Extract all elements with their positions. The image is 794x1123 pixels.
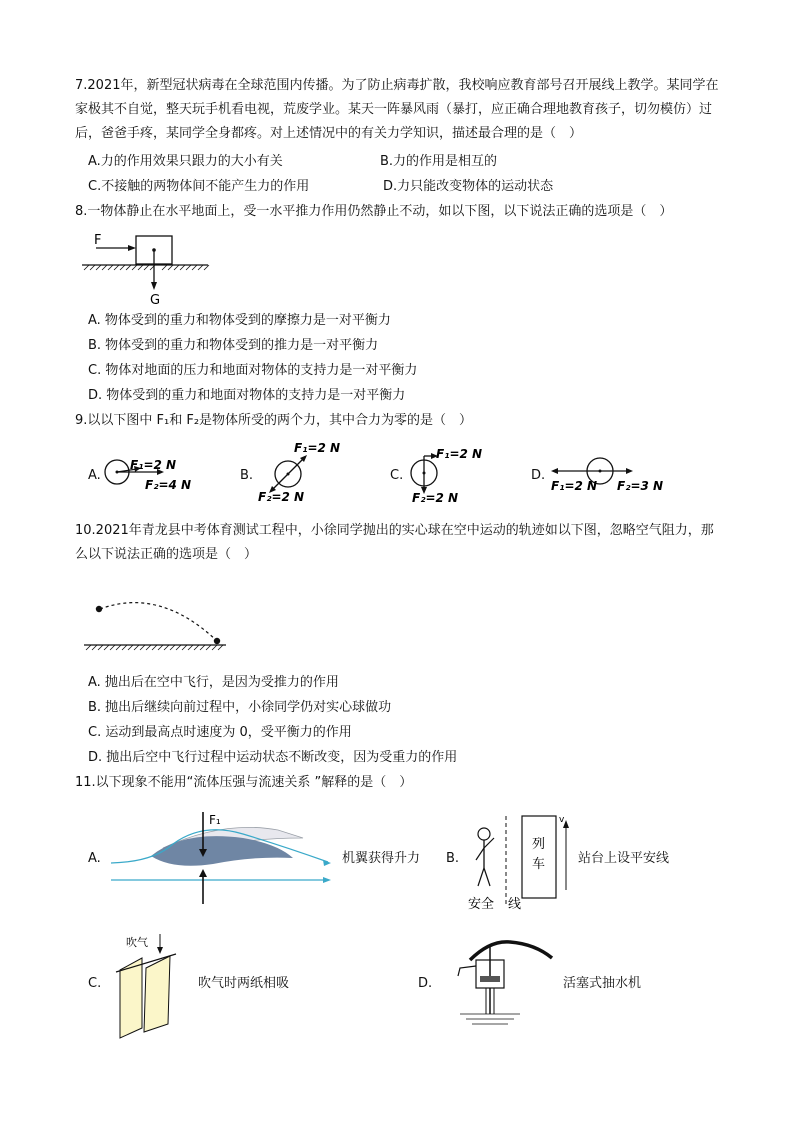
pump-handle xyxy=(470,942,552,960)
ball-start xyxy=(96,606,102,612)
person-head xyxy=(478,828,490,840)
safety-label-1: 安全 xyxy=(468,897,495,912)
q11-choice-b-letter: B. xyxy=(446,851,460,866)
question-7-stem: 7.2021年，新型冠状病毒在全球范围内传播。为了防止病毒扩散，我校响应教育部号召开展线上教学。某同学在家极其不自觉，整天玩手机看电视，荒废学业。某天一阵暴风雨（暴打，应正确合理地教育孩子，切勿模仿）过后，爸爸手疼，某同学全身都疼。对上述情况中的有关力学知识，描述最合理的是（ ） xyxy=(75,78,719,141)
q11-figure-a-wing xyxy=(103,808,338,908)
paper-right xyxy=(144,956,170,1032)
q9-b-f2-label: F₂=2 N xyxy=(258,490,305,504)
wing-force-label: F₁ xyxy=(209,813,221,827)
wing-shape xyxy=(151,836,293,866)
q9-figure-b xyxy=(252,440,342,505)
q11-figure-d-pump xyxy=(450,932,560,1032)
trajectory xyxy=(100,603,217,641)
q10-figure xyxy=(80,595,230,655)
q11-figure-b-train xyxy=(462,810,577,915)
q11-caption-c: 吹气时两纸相吸 xyxy=(198,976,290,991)
question-10-stem: 10.2021年青龙县中考体育测试工程中，小徐同学抛出的实心球在空中运动的轨迹如以下图，忽略空气阻力，那么以下说法正确的选项是（ ） xyxy=(75,523,714,562)
spout xyxy=(458,966,476,976)
q8-option-a: A. 物体受到的重力和物体受到的摩擦力是一对平衡力 xyxy=(88,313,391,328)
q9-figure-a xyxy=(100,445,200,500)
q9-choice-a-letter: A. xyxy=(88,468,101,483)
q9-choice-c-letter: C. xyxy=(390,468,404,483)
question-9-stem: 9.以以下图中 F₁和 F₂是物体所受的两个力，其中合力为零的是（ ） xyxy=(75,413,473,428)
q11-figure-c-paper xyxy=(108,932,188,1042)
q7-option-c: C.不接触的两物体间不能产生力的作用 xyxy=(88,179,310,194)
q10-option-b: B. 抛出后继续向前过程中，小徐同学仍对实心球做功 xyxy=(88,700,392,715)
q9-a-f1-label: F₁=2 N xyxy=(130,458,177,472)
q9-a-f2-label: F₂=4 N xyxy=(145,478,192,492)
safety-label-2: 线 xyxy=(508,897,522,912)
ground-hatch xyxy=(84,265,209,270)
q9-b-f1-label: F₁=2 N xyxy=(294,441,341,455)
q8-option-c: C. 物体对地面的压力和地面对物体的支持力是一对平衡力 xyxy=(88,363,418,378)
question-11-stem: 11.以下现象不能用“流体压强与流速关系 ”解释的是（ ） xyxy=(75,775,413,790)
q8-figure xyxy=(78,228,218,308)
q10-option-d: D. 抛出后空中飞行过程中运动状态不断改变，因为受重力的作用 xyxy=(88,750,458,765)
question-8-stem: 8.一物体静止在水平地面上，受一水平推力作用仍然静止不动，如以下图，以下说法正确的选项是（ ） xyxy=(75,204,673,219)
q11-choice-d-letter: D. xyxy=(418,976,433,991)
q11-choice-c-letter: C. xyxy=(88,976,102,991)
q11-caption-b: 站台上设平安线 xyxy=(578,851,670,866)
q8-option-d: D. 物体受到的重力和地面对物体的支持力是一对平衡力 xyxy=(88,388,406,403)
q9-c-f1-label: F₁=2 N xyxy=(436,447,483,461)
q11-caption-a: 机翼获得升力 xyxy=(342,851,421,866)
q10-option-c: C. 运动到最高点时速度为 0，受平衡力的作用 xyxy=(88,725,352,740)
q11-caption-d: 活塞式抽水机 xyxy=(563,976,642,991)
ball-end xyxy=(214,638,220,644)
q9-figure-c xyxy=(402,440,492,505)
velocity-label: v xyxy=(559,815,565,825)
blow-label: 吹气 xyxy=(126,936,148,949)
q11-choice-a-letter: A. xyxy=(88,851,101,866)
q9-choice-b-letter: B. xyxy=(240,468,254,483)
q8-option-b: B. 物体受到的重力和物体受到的推力是一对平衡力 xyxy=(88,338,379,353)
q9-figure-d xyxy=(545,450,665,500)
q7-option-b: B.力的作用是相互的 xyxy=(380,154,498,169)
q9-d-f1-label: F₁=2 N xyxy=(551,479,598,493)
q9-c-f2-label: F₂=2 N xyxy=(412,491,459,505)
gravity-label: G xyxy=(150,293,161,308)
train-char-1: 列 xyxy=(532,837,546,852)
train-char-2: 车 xyxy=(532,857,546,872)
q9-d-f2-label: F₂=3 N xyxy=(617,479,664,493)
q7-option-a: A.力的作用效果只跟力的大小有关 xyxy=(88,154,283,169)
q7-option-d: D.力只能改变物体的运动状态 xyxy=(383,179,554,194)
force-label: F xyxy=(94,233,102,248)
q9-choice-d-letter: D. xyxy=(531,468,546,483)
q10-option-a: A. 抛出后在空中飞行，是因为受推力的作用 xyxy=(88,675,339,690)
